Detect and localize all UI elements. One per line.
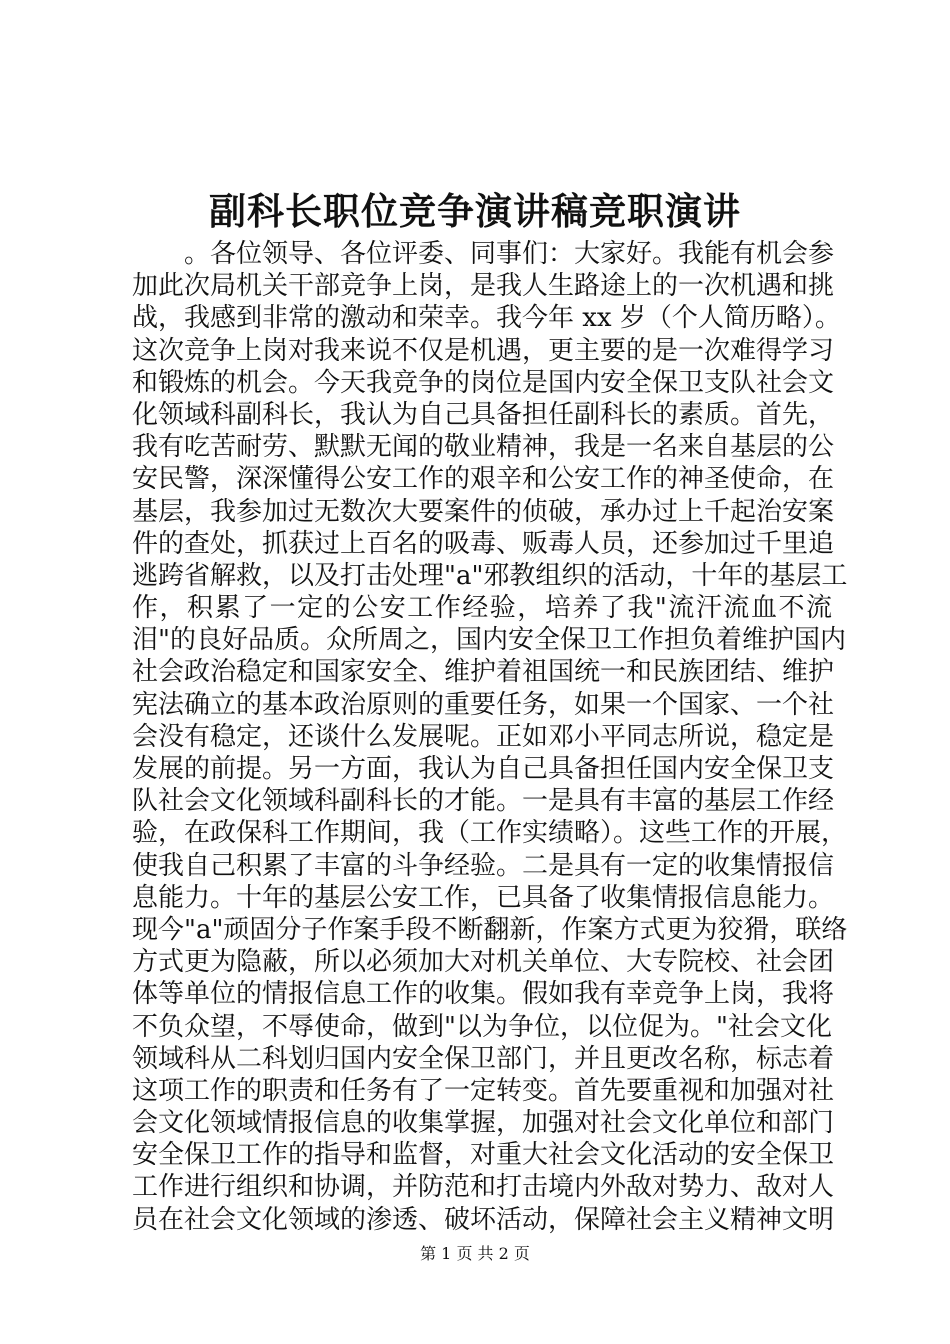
body-line: 会文化领域情报信息的收集掌握，加强对社会文化单位和部门 xyxy=(132,1108,835,1139)
body-line: 。各位领导、各位评委、同事们：大家好。我能有机会参 xyxy=(184,239,835,269)
body-line: 和锻炼的机会。今天我竞争的岗位是国内安全保卫支队社会文 xyxy=(132,367,835,398)
document-title: 副科长职位竞争演讲稿竞职演讲 xyxy=(209,189,741,233)
body-line: 验，在政保科工作期间，我（工作实绩略）。这些工作的开展， xyxy=(132,818,848,849)
body-line: 现今"a"顽固分子作案手段不断翻新，作案方式更为狡猾，联络 xyxy=(132,914,848,945)
body-line: 息能力。十年的基层公安工作，已具备了收集情报信息能力。 xyxy=(132,882,835,913)
body-line: 逃跨省解救，以及打击处理"a"邪教组织的活动，十年的基层工 xyxy=(132,560,848,591)
body-line: 队社会文化领域科副科长的才能。一是具有丰富的基层工作经 xyxy=(132,786,835,817)
document-body xyxy=(132,238,848,1236)
body-line: 不负众望，不辱使命，做到"以为争位，以位促为。"社会文化 xyxy=(132,1011,832,1042)
body-line: 件的查处，抓获过上百名的吸毒、贩毒人员，还参加过千里追 xyxy=(132,528,835,559)
body-line: 宪法确立的基本政治原则的重要任务，如果一个国家、一个社 xyxy=(132,689,835,720)
body-line: 我有吃苦耐劳、默默无闻的敬业精神，我是一名来自基层的公 xyxy=(132,432,835,463)
body-line: 方式更为隐蔽，所以必须加大对机关单位、大专院校、社会团 xyxy=(132,947,835,978)
body-line: 战，我感到非常的激动和荣幸。我今年 xx 岁（个人简历略）。 xyxy=(132,303,841,334)
body-line: 基层，我参加过无数次大要案件的侦破，承办过上千起治安案 xyxy=(132,496,835,527)
body-line: 加此次局机关干部竞争上岗，是我人生路途上的一次机遇和挑 xyxy=(132,271,835,302)
body-line: 这次竞争上岗对我来说不仅是机遇，更主要的是一次难得学习 xyxy=(132,335,835,366)
body-line: 作，积累了一定的公安工作经验，培养了我"流汗流血不流 xyxy=(132,593,832,624)
body-line: 体等单位的情报信息工作的收集。假如我有幸竞争上岗，我将 xyxy=(132,979,835,1010)
body-line: 社会政治稳定和国家安全、维护着祖国统一和民族团结、维护 xyxy=(132,657,835,688)
body-line: 发展的前提。另一方面，我认为自己具备担任国内安全保卫支 xyxy=(132,754,835,784)
body-line: 安全保卫工作的指导和监督，对重大社会文化活动的安全保卫 xyxy=(132,1140,835,1171)
body-line: 泪"的良好品质。众所周之，国内安全保卫工作担负着维护国内 xyxy=(132,625,846,656)
page-number-footer: 第 1 页 共 2 页 xyxy=(420,1244,530,1263)
body-line: 这项工作的职责和任务有了一定转变。首先要重视和加强对社 xyxy=(132,1075,835,1106)
body-line: 员在社会文化领域的渗透、破坏活动，保障社会主义精神文明 xyxy=(132,1204,835,1235)
body-line: 使我自己积累了丰富的斗争经验。二是具有一定的收集情报信 xyxy=(132,850,835,881)
body-line: 化领域科副科长，我认为自己具备担任副科长的素质。首先， xyxy=(132,399,835,430)
body-line: 会没有稳定，还谈什么发展呢。正如邓小平同志所说，稳定是 xyxy=(132,721,835,752)
body-line: 工作进行组织和协调，并防范和打击境内外敌对势力、敌对人 xyxy=(132,1172,835,1203)
body-line: 领域科从二科划归国内安全保卫部门，并且更改名称，标志着 xyxy=(132,1043,835,1074)
body-line: 安民警，深深懂得公安工作的艰辛和公安工作的神圣使命，在 xyxy=(132,464,835,495)
